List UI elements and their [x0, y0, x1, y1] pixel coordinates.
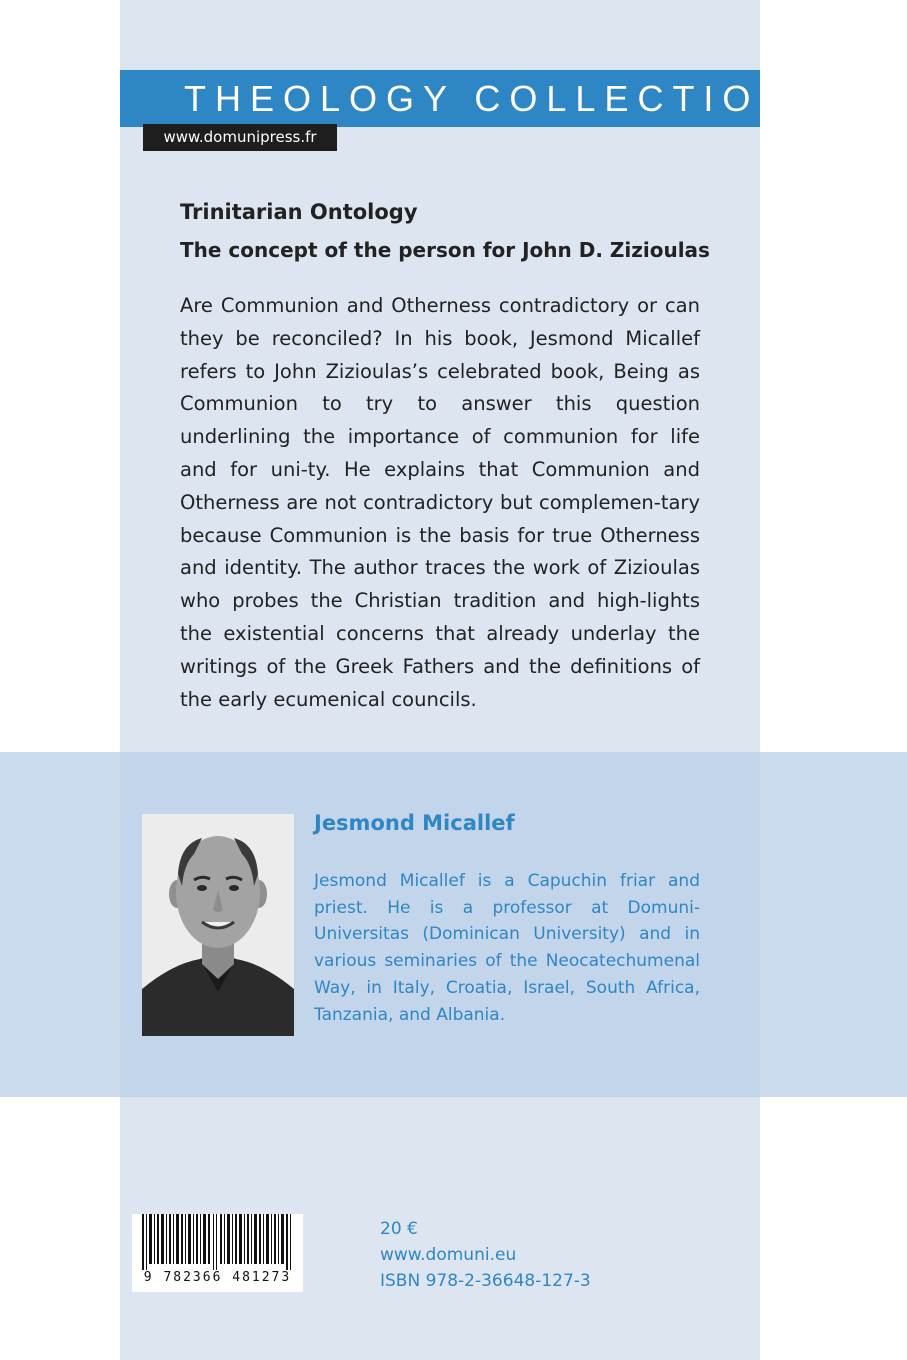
book-subtitle: The concept of the person for John D. Zizioulas [180, 238, 710, 262]
book-description: Are Communion and Otherness contradictory or can they be reconciled? In his book, Jesmond Micallef refers to John Zizioulas’s celebrated book, Being as Communion to try to answer this question underlining the importance of communion for life and for uni-ty. He explains that Communion and Otherness are not contradictory but complemen-tary because Communion is the basis for true Otherness and identity. The author traces the work of Zizioulas who probes the Christian tradition and high-lights the existential concerns that already underlay the writings of the Greek Fathers and the definitions of the early ecumenical councils. [180, 294, 700, 711]
publisher-url[interactable]: www.domunipress.fr [143, 124, 337, 151]
price: 20 € [380, 1219, 418, 1239]
book-title: Trinitarian Ontology [180, 200, 418, 224]
author-photo [142, 814, 294, 1036]
author-portrait-icon [142, 814, 294, 1036]
author-name: Jesmond Micallef [314, 811, 515, 835]
barcode-icon [132, 1214, 303, 1270]
author-bio: Jesmond Micallef is a Capuchin friar and priest. He is a professor at Domuni-Universitas (Dominican University) and in various seminaries of the Neocatechumenal Way, in Italy, Croatia, Israel, South Africa, Tanzania, and Albania. [314, 871, 700, 1025]
collection-label: THEOLOGY COLLECTION [184, 78, 795, 119]
website-link[interactable]: www.domuni.eu [380, 1245, 517, 1265]
isbn: ISBN 978-2-36648-127-3 [380, 1271, 591, 1291]
barcode-number: 9 782366 481273 [143, 1270, 292, 1285]
